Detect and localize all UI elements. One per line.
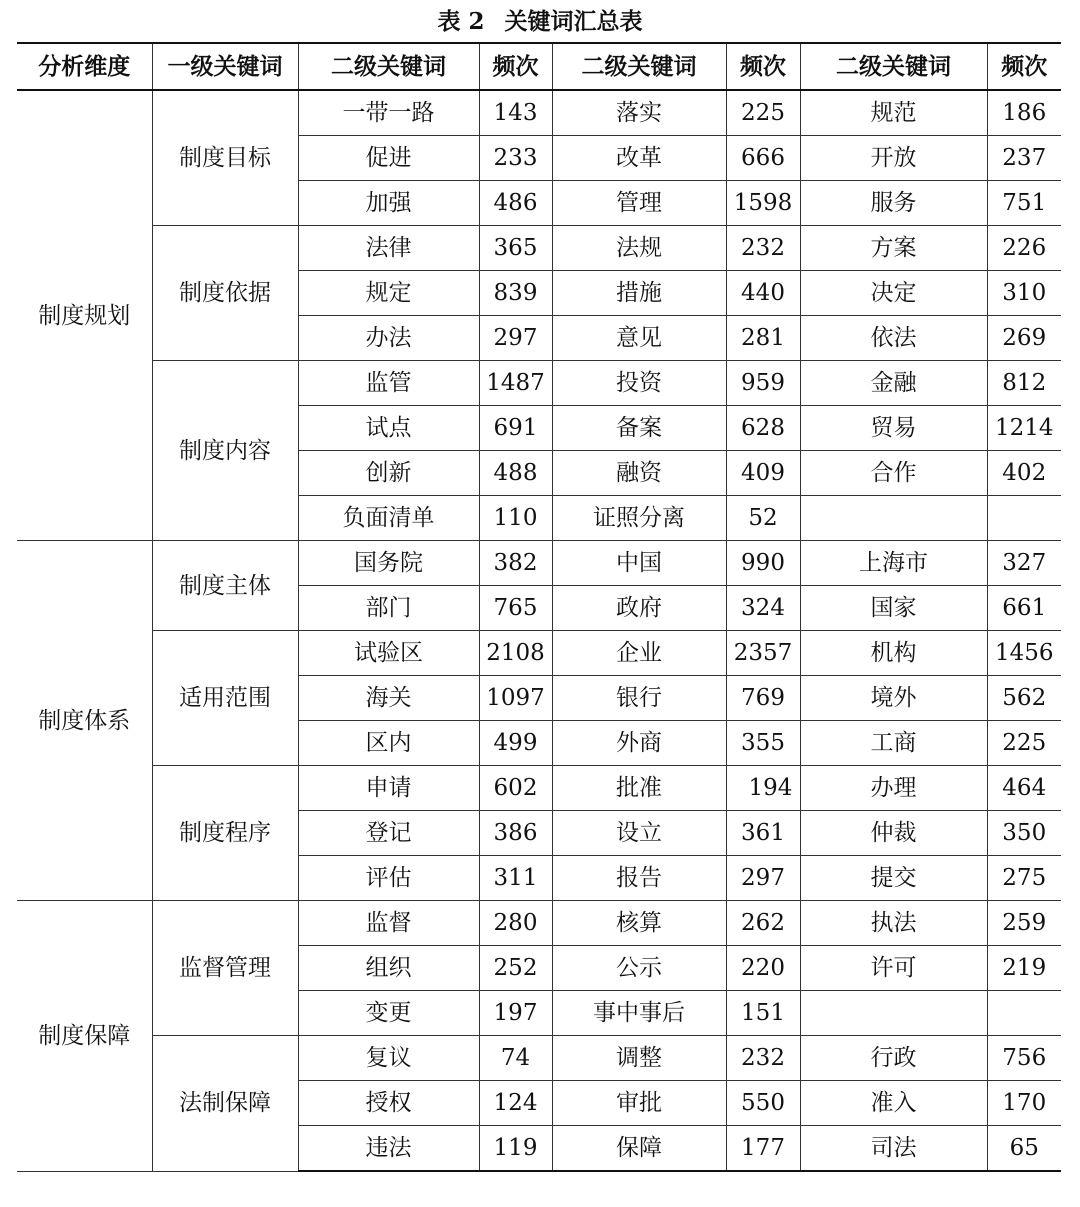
- table-row: [17, 1036, 1061, 1081]
- level2-keyword-cell: 规范: [800, 90, 987, 136]
- level2-keyword-cell: 组织: [298, 946, 479, 991]
- level2-keyword-cell: 批准: [552, 766, 726, 811]
- frequency-cell: 409: [726, 451, 800, 496]
- frequency-cell: 486: [479, 181, 552, 226]
- level2-keyword-cell: 变更: [298, 991, 479, 1036]
- level2-keyword-cell: 加强: [298, 181, 479, 226]
- level2-keyword-cell: 调整: [552, 1036, 726, 1081]
- frequency-cell: 990: [726, 541, 800, 586]
- frequency-cell: 499: [479, 721, 552, 766]
- frequency-cell: 310: [987, 271, 1061, 316]
- level2-keyword-cell: 上海市: [800, 541, 987, 586]
- level2-keyword-cell: 政府: [552, 586, 726, 631]
- level2-keyword-cell: 办法: [298, 316, 479, 361]
- level2-keyword-cell: 法律: [298, 226, 479, 271]
- level2-keyword-cell: 措施: [552, 271, 726, 316]
- frequency-cell: 382: [479, 541, 552, 586]
- header-row: [17, 43, 1061, 90]
- frequency-cell: 65: [987, 1126, 1061, 1172]
- header-level2-keyword: 二级关键词: [552, 43, 726, 90]
- level2-keyword-cell: 审批: [552, 1081, 726, 1126]
- level2-keyword-cell: 一带一路: [298, 90, 479, 136]
- level2-keyword-cell: 决定: [800, 271, 987, 316]
- frequency-cell: 602: [479, 766, 552, 811]
- frequency-cell: 440: [726, 271, 800, 316]
- level2-keyword-cell: 境外: [800, 676, 987, 721]
- frequency-cell: 170: [987, 1081, 1061, 1126]
- frequency-cell: 269: [987, 316, 1061, 361]
- frequency-cell: 361: [726, 811, 800, 856]
- frequency-cell: 550: [726, 1081, 800, 1126]
- frequency-cell: 237: [987, 136, 1061, 181]
- level2-keyword-cell: 创新: [298, 451, 479, 496]
- frequency-cell: 297: [479, 316, 552, 361]
- table-row: [17, 90, 1061, 136]
- level2-keyword-cell: 机构: [800, 631, 987, 676]
- table-row: [17, 541, 1061, 586]
- level2-keyword-cell: 提交: [800, 856, 987, 901]
- level2-keyword-cell: 管理: [552, 181, 726, 226]
- frequency-cell: 1487: [479, 361, 552, 406]
- level2-keyword-cell: 试验区: [298, 631, 479, 676]
- frequency-cell: 275: [987, 856, 1061, 901]
- frequency-cell: 402: [987, 451, 1061, 496]
- level2-keyword-cell: 金融: [800, 361, 987, 406]
- frequency-cell: 232: [726, 226, 800, 271]
- level2-keyword-cell: 促进: [298, 136, 479, 181]
- frequency-cell: 488: [479, 451, 552, 496]
- table-caption: [0, 2, 1080, 42]
- level2-keyword-cell: 改革: [552, 136, 726, 181]
- frequency-cell: 562: [987, 676, 1061, 721]
- level2-keyword-cell: 中国: [552, 541, 726, 586]
- frequency-cell: 297: [726, 856, 800, 901]
- header-frequency: 频次: [726, 43, 800, 90]
- frequency-cell: 194: [726, 766, 800, 811]
- level2-keyword-cell: 意见: [552, 316, 726, 361]
- analysis-dimension-cell: 制度保障: [17, 901, 152, 1172]
- frequency-cell: 765: [479, 586, 552, 631]
- level2-keyword-cell: 办理: [800, 766, 987, 811]
- level2-keyword-cell: 贸易: [800, 406, 987, 451]
- header-dimension: 分析维度: [17, 43, 152, 90]
- table-row: [17, 901, 1061, 946]
- frequency-cell: 812: [987, 361, 1061, 406]
- frequency-cell: 751: [987, 181, 1061, 226]
- frequency-cell: 2108: [479, 631, 552, 676]
- level2-keyword-cell: 国家: [800, 586, 987, 631]
- frequency-cell: 232: [726, 1036, 800, 1081]
- analysis-dimension-cell: 制度体系: [17, 541, 152, 901]
- frequency-cell: 959: [726, 361, 800, 406]
- level2-keyword-cell: 执法: [800, 901, 987, 946]
- level2-keyword-cell: 试点: [298, 406, 479, 451]
- level2-keyword-cell: 落实: [552, 90, 726, 136]
- frequency-cell: 691: [479, 406, 552, 451]
- frequency-cell: 1456: [987, 631, 1061, 676]
- level2-keyword-cell: 准入: [800, 1081, 987, 1126]
- level2-keyword-cell: 行政: [800, 1036, 987, 1081]
- level2-keyword-cell: 备案: [552, 406, 726, 451]
- analysis-dimension-cell: 制度规划: [17, 90, 152, 541]
- frequency-cell: 311: [479, 856, 552, 901]
- frequency-cell: 756: [987, 1036, 1061, 1081]
- level2-keyword-cell: 保障: [552, 1126, 726, 1172]
- frequency-cell: 225: [987, 721, 1061, 766]
- level1-keyword-cell: 制度目标: [152, 90, 298, 226]
- frequency-cell: 151: [726, 991, 800, 1036]
- level2-keyword-cell: [800, 991, 987, 1036]
- frequency-cell: [987, 496, 1061, 541]
- frequency-cell: 628: [726, 406, 800, 451]
- level2-keyword-cell: 投资: [552, 361, 726, 406]
- level2-keyword-cell: 方案: [800, 226, 987, 271]
- level2-keyword-cell: 开放: [800, 136, 987, 181]
- level1-keyword-cell: 制度主体: [152, 541, 298, 631]
- frequency-cell: 252: [479, 946, 552, 991]
- level2-keyword-cell: 银行: [552, 676, 726, 721]
- frequency-cell: 2357: [726, 631, 800, 676]
- header-level2-keyword: 二级关键词: [800, 43, 987, 90]
- frequency-cell: 1598: [726, 181, 800, 226]
- level2-keyword-cell: 设立: [552, 811, 726, 856]
- level2-keyword-cell: 依法: [800, 316, 987, 361]
- header-level2-keyword: 二级关键词: [298, 43, 479, 90]
- frequency-cell: 233: [479, 136, 552, 181]
- frequency-cell: 324: [726, 586, 800, 631]
- level2-keyword-cell: 评估: [298, 856, 479, 901]
- level2-keyword-cell: 仲裁: [800, 811, 987, 856]
- level2-keyword-cell: 法规: [552, 226, 726, 271]
- frequency-cell: 74: [479, 1036, 552, 1081]
- level2-keyword-cell: 公示: [552, 946, 726, 991]
- table-title: 关键词汇总表: [504, 8, 643, 35]
- level2-keyword-cell: 合作: [800, 451, 987, 496]
- table-row: [17, 766, 1061, 811]
- table-number: 表 2: [437, 8, 485, 35]
- level2-keyword-cell: 工商: [800, 721, 987, 766]
- frequency-cell: 355: [726, 721, 800, 766]
- level2-keyword-cell: 外商: [552, 721, 726, 766]
- level2-keyword-cell: 核算: [552, 901, 726, 946]
- level2-keyword-cell: 区内: [298, 721, 479, 766]
- keyword-summary-table: [17, 42, 1061, 1172]
- frequency-cell: 197: [479, 991, 552, 1036]
- level2-keyword-cell: 申请: [298, 766, 479, 811]
- level2-keyword-cell: 企业: [552, 631, 726, 676]
- level2-keyword-cell: 违法: [298, 1126, 479, 1172]
- frequency-cell: 281: [726, 316, 800, 361]
- level2-keyword-cell: [800, 496, 987, 541]
- frequency-cell: 219: [987, 946, 1061, 991]
- frequency-cell: 350: [987, 811, 1061, 856]
- header-frequency: 频次: [479, 43, 552, 90]
- level2-keyword-cell: 负面清单: [298, 496, 479, 541]
- frequency-cell: 839: [479, 271, 552, 316]
- level2-keyword-cell: 事中事后: [552, 991, 726, 1036]
- table-row: [17, 226, 1061, 271]
- level2-keyword-cell: 国务院: [298, 541, 479, 586]
- frequency-cell: 119: [479, 1126, 552, 1172]
- level2-keyword-cell: 证照分离: [552, 496, 726, 541]
- frequency-cell: 661: [987, 586, 1061, 631]
- frequency-cell: 143: [479, 90, 552, 136]
- level1-keyword-cell: 适用范围: [152, 631, 298, 766]
- level1-keyword-cell: 法制保障: [152, 1036, 298, 1172]
- frequency-cell: 186: [987, 90, 1061, 136]
- level1-keyword-cell: 制度程序: [152, 766, 298, 901]
- level2-keyword-cell: 部门: [298, 586, 479, 631]
- level2-keyword-cell: 复议: [298, 1036, 479, 1081]
- level2-keyword-cell: 服务: [800, 181, 987, 226]
- frequency-cell: 769: [726, 676, 800, 721]
- level2-keyword-cell: 融资: [552, 451, 726, 496]
- level1-keyword-cell: 监督管理: [152, 901, 298, 1036]
- level2-keyword-cell: 授权: [298, 1081, 479, 1126]
- frequency-cell: [987, 991, 1061, 1036]
- frequency-cell: 259: [987, 901, 1061, 946]
- level2-keyword-cell: 许可: [800, 946, 987, 991]
- level1-keyword-cell: 制度内容: [152, 361, 298, 541]
- level2-keyword-cell: 监管: [298, 361, 479, 406]
- frequency-cell: 225: [726, 90, 800, 136]
- frequency-cell: 365: [479, 226, 552, 271]
- frequency-cell: 220: [726, 946, 800, 991]
- level2-keyword-cell: 报告: [552, 856, 726, 901]
- level1-keyword-cell: 制度依据: [152, 226, 298, 361]
- frequency-cell: 110: [479, 496, 552, 541]
- frequency-cell: 386: [479, 811, 552, 856]
- frequency-cell: 1097: [479, 676, 552, 721]
- table-row: [17, 361, 1061, 406]
- frequency-cell: 52: [726, 496, 800, 541]
- frequency-cell: 124: [479, 1081, 552, 1126]
- header-frequency: 频次: [987, 43, 1061, 90]
- level2-keyword-cell: 登记: [298, 811, 479, 856]
- level2-keyword-cell: 司法: [800, 1126, 987, 1172]
- level2-keyword-cell: 规定: [298, 271, 479, 316]
- frequency-cell: 1214: [987, 406, 1061, 451]
- frequency-cell: 280: [479, 901, 552, 946]
- frequency-cell: 177: [726, 1126, 800, 1172]
- frequency-cell: 262: [726, 901, 800, 946]
- frequency-cell: 327: [987, 541, 1061, 586]
- frequency-cell: 464: [987, 766, 1061, 811]
- header-level1-keyword: 一级关键词: [152, 43, 298, 90]
- level2-keyword-cell: 监督: [298, 901, 479, 946]
- table-body: [17, 90, 1061, 1171]
- level2-keyword-cell: 海关: [298, 676, 479, 721]
- table-row: [17, 631, 1061, 676]
- frequency-cell: 666: [726, 136, 800, 181]
- frequency-cell: 226: [987, 226, 1061, 271]
